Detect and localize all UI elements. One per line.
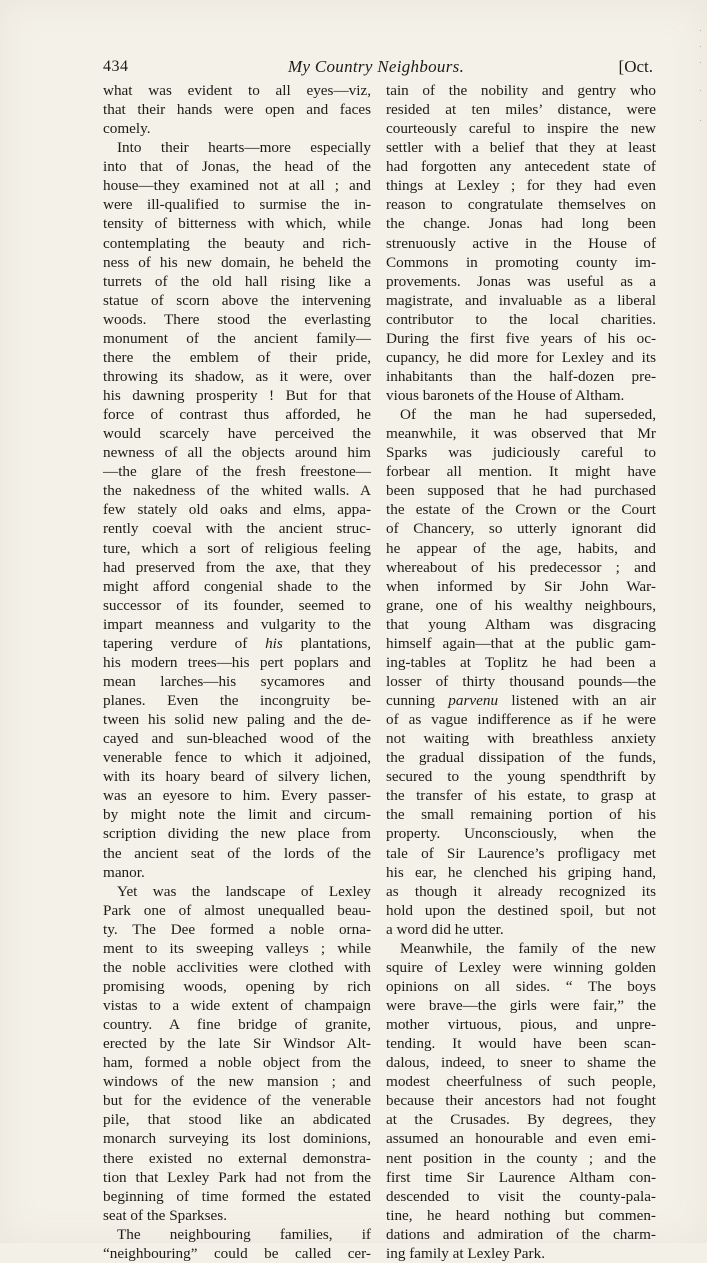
text-line: [386, 272, 656, 291]
text-line: [103, 596, 371, 615]
line-text: not waiting with breathless anxiety: [386, 730, 656, 748]
line-text: a word did he utter.: [386, 920, 504, 938]
line-text: assumed an honourable and even emi-: [386, 1130, 656, 1148]
text-line: [103, 1015, 371, 1034]
text-line: [386, 138, 656, 157]
text-line: [103, 710, 371, 729]
text-line: [103, 234, 371, 253]
gutter-dot: [700, 120, 701, 121]
line-text: ing-tables at Toplitz he had been a: [386, 653, 656, 671]
text-line: [103, 176, 371, 195]
line-text: vistas to a wide extent of champaign: [103, 997, 371, 1014]
line-text: mother virtuous, pious, and unpre-: [386, 1016, 656, 1034]
italic-word: parvenu: [448, 692, 499, 709]
line-text: the change. Jonas had long been: [386, 215, 656, 233]
line-text: force of contrast thus afforded, he: [103, 406, 371, 424]
text-line: [386, 1187, 656, 1206]
line-text: the gradual dissipation of the funds,: [386, 749, 656, 767]
line-text: courteously careful to inspire the new: [386, 120, 656, 138]
text-line: [103, 405, 371, 424]
running-month: [Oct.: [618, 57, 653, 76]
text-line: [103, 157, 371, 176]
text-line: [103, 1206, 371, 1225]
line-text: modest cheerfulness of such people,: [386, 1073, 656, 1091]
text-line: [103, 634, 371, 653]
text-line: [103, 1110, 371, 1129]
line-text: ham, formed a noble object from the: [103, 1054, 371, 1072]
line-text: as though it already recognized its: [386, 882, 656, 900]
text-line: [103, 977, 371, 996]
text-line: [386, 901, 656, 920]
text-line: [103, 939, 371, 958]
line-text: descended to visit the county-pala-: [386, 1187, 656, 1205]
line-text: nent position in the county ; and the: [386, 1149, 656, 1167]
line-text: that their hands were open and faces: [103, 101, 371, 119]
text-line: [103, 1129, 371, 1148]
gutter-dot: [700, 30, 701, 31]
text-line: [103, 119, 371, 138]
text-line: [386, 329, 656, 348]
text-line: [386, 615, 656, 634]
text-line: [103, 805, 371, 824]
line-text: tween his solid new paling and the de-: [103, 711, 371, 729]
text-line: [386, 939, 656, 958]
italic-word: his: [265, 634, 283, 652]
line-text: forbear all mention. It might have: [386, 463, 656, 481]
text-line: [386, 958, 656, 977]
text-line: [386, 1110, 656, 1129]
line-text: tion that Lexley Park had not from the: [103, 1168, 371, 1186]
line-text: were ill-qualified to surmise the in-: [103, 196, 371, 214]
text-line: [386, 405, 656, 424]
line-text: whereabout of his predecessor ; and: [386, 558, 656, 576]
line-text: secured to the young spendthrift by: [386, 768, 656, 786]
line-text: ness of his new domain, he beheld the: [103, 253, 371, 271]
text-line: [103, 367, 371, 386]
text-line: [103, 462, 371, 481]
text-line: [386, 234, 656, 253]
line-text: monument of the ancient family—: [103, 329, 371, 347]
text-line: [386, 710, 656, 729]
line-text: windows of the new mansion ; and: [103, 1073, 371, 1091]
text-line: [103, 672, 371, 691]
running-title: My Country Neighbours.: [288, 57, 465, 76]
text-column-right: [386, 81, 656, 1263]
text-line: [386, 824, 656, 843]
text-line: [103, 539, 371, 558]
text-line: [386, 1206, 656, 1225]
text-line: [103, 1187, 371, 1206]
text-line: [103, 138, 371, 157]
line-text: planes. Even the incongruity be-: [103, 692, 371, 709]
text-line: [103, 920, 371, 939]
text-line: [103, 824, 371, 843]
text-line: [386, 767, 656, 786]
line-text: himself again—that at the public gam-: [386, 634, 656, 652]
line-text: house—they examined not at all ; and: [103, 177, 371, 195]
line-text: tine, he heard nothing but commen-: [386, 1206, 656, 1224]
line-text: property. Unconsciously, when the: [386, 825, 656, 843]
text-line: [386, 195, 656, 214]
line-text: plantations,: [300, 634, 372, 652]
text-line: [103, 481, 371, 500]
text-line: [386, 805, 656, 824]
text-column-left: [103, 81, 371, 1263]
line-text: tain of the nobility and gentry who: [386, 82, 656, 99]
line-text: contemplating the beauty and rich-: [103, 234, 371, 252]
page-number: 434: [103, 58, 129, 75]
line-text: were brave—the girls were fair,” the: [386, 997, 656, 1014]
text-line: [386, 596, 656, 615]
line-text: erected by the late Sir Windsor Alt-: [103, 1035, 371, 1053]
line-text: successor of its founder, seemed to: [103, 596, 371, 614]
line-text: meanwhile, it was observed that Mr: [386, 425, 656, 443]
line-text: might afford congenial shade to the: [103, 577, 371, 595]
line-text: the small remaining portion of his: [386, 806, 656, 824]
line-text: losser of thirty thousand pounds—the: [386, 672, 656, 690]
text-line: [386, 386, 656, 405]
text-line: [103, 767, 371, 786]
text-line: [386, 424, 656, 443]
line-text: tending. It would have been scan-: [386, 1035, 656, 1053]
text-line: [386, 214, 656, 233]
text-line: [386, 310, 656, 329]
line-text: his dawning prosperity ! But for that: [103, 387, 371, 404]
text-line: [386, 996, 656, 1015]
line-text: the ancient seat of the lords of the: [103, 844, 371, 862]
text-line: [103, 1244, 371, 1263]
line-text: there existed no external demonstra-: [103, 1149, 371, 1167]
text-line: [386, 481, 656, 500]
line-text: cayed and sun-bleached wood of the: [103, 730, 371, 748]
line-text: Sparks was judiciously careful to: [386, 444, 656, 462]
line-text: beginning of time formed the estated: [103, 1187, 371, 1205]
line-text: impart meanness and vulgarity to the: [103, 615, 371, 633]
line-text: magistrate, and invaluable as a liberal: [386, 291, 656, 309]
line-text: the estate of the Crown or the Court: [386, 501, 656, 519]
line-text: country. A fine bridge of granite,: [103, 1016, 371, 1034]
text-line: [103, 1225, 371, 1244]
line-text: tensity of bitterness with which, while: [103, 215, 371, 233]
text-line: [103, 786, 371, 805]
text-line: [103, 424, 371, 443]
text-line: [386, 1149, 656, 1168]
text-line: [386, 348, 656, 367]
text-line: [103, 329, 371, 348]
line-text: of Chancery, so utterly ignorant did: [386, 520, 656, 538]
line-text: settler with a belief that they at least: [386, 139, 656, 157]
text-line: [103, 81, 371, 100]
line-text: inhabitants than the half-dozen pre-: [386, 367, 656, 385]
line-text: woods. There stood the everlasting: [103, 310, 371, 328]
line-text: resided at ten miles’ distance, were: [386, 101, 656, 119]
text-line: [103, 291, 371, 310]
line-text: things at Lexley ; for they had even: [386, 177, 656, 195]
line-text: venerable fence to which it adjoined,: [103, 749, 371, 767]
text-line: [386, 691, 656, 710]
text-line: [103, 1091, 371, 1110]
line-text: at the Crusades. By degrees, they: [386, 1111, 656, 1129]
text-line: [103, 748, 371, 767]
line-text: hold upon the destined spoil, but not: [386, 901, 656, 919]
text-line: [386, 1091, 656, 1110]
text-line: [386, 977, 656, 996]
text-line: [103, 996, 371, 1015]
line-text: would scarcely have perceived the: [103, 425, 371, 443]
line-text: few stately old oaks and elms, appa-: [103, 501, 371, 519]
line-text: Yet was the landscape of Lexley: [117, 882, 371, 900]
text-line: [386, 1168, 656, 1187]
text-line: [386, 462, 656, 481]
line-text: —the glare of the fresh freestone—: [103, 463, 371, 481]
line-text: when informed by Sir John War-: [386, 577, 656, 595]
gutter-dot: [700, 62, 701, 63]
text-line: [386, 653, 656, 672]
text-line: [103, 558, 371, 577]
text-line: [103, 195, 371, 214]
text-line: [103, 863, 371, 882]
text-line: [386, 176, 656, 195]
text-line: [386, 863, 656, 882]
text-line: [386, 100, 656, 119]
line-text: his ear, he clenched his griping hand,: [386, 863, 656, 881]
text-line: [386, 443, 656, 462]
text-line: [386, 558, 656, 577]
line-text: rently coeval with the ancient struc-: [103, 520, 371, 538]
line-text: his modern trees—his pert poplars and: [103, 653, 371, 671]
text-line: [386, 291, 656, 310]
text-line: [103, 348, 371, 367]
text-line: [386, 1053, 656, 1072]
line-text: reason to congratulate themselves on: [386, 196, 656, 214]
text-line: [103, 958, 371, 977]
line-text: of as vague indifference as if he were: [386, 711, 656, 729]
text-line: [386, 786, 656, 805]
line-text: Commons in promoting county im-: [386, 253, 656, 271]
line-text: had forgotten any antecedent state of: [386, 158, 656, 176]
text-line: [386, 81, 656, 100]
line-text: mean larches—his sycamores and: [103, 672, 371, 690]
text-line: [386, 1244, 656, 1263]
text-line: [103, 500, 371, 519]
line-text: dalous, indeed, to sneer to shame the: [386, 1054, 656, 1072]
line-text: opinions on all sides. “ The boys: [386, 977, 656, 995]
text-line: [386, 519, 656, 538]
line-text: been supposed that he had purchased: [386, 482, 656, 500]
line-text: provements. Jonas was useful as a: [386, 272, 656, 290]
text-line: [103, 615, 371, 634]
line-text: the noble acclivities were clothed with: [103, 958, 371, 976]
text-line: [386, 577, 656, 596]
line-text: tapering verdure of: [103, 634, 248, 652]
line-text: by might note the limit and circum-: [103, 806, 371, 824]
text-line: [103, 310, 371, 329]
text-line: [103, 729, 371, 748]
text-line: [103, 519, 371, 538]
line-text: pile, that stood like an abdicated: [103, 1111, 371, 1129]
line-text: the transfer of his estate, to grasp at: [386, 787, 656, 805]
text-line: [386, 1034, 656, 1053]
text-line: [103, 1053, 371, 1072]
text-line: [386, 253, 656, 272]
line-text: Park one of almost unequalled beau-: [103, 901, 371, 919]
line-text: ment to its sweeping valleys ; while: [103, 939, 371, 957]
line-text: During the first five years of his oc-: [386, 329, 656, 347]
line-text: monarch surveying its lost dominions,: [103, 1130, 371, 1148]
line-text: with its hoary beard of silvery lichen,: [103, 768, 371, 786]
line-text: because their ancestors had not fought: [386, 1092, 656, 1110]
text-line: [103, 691, 371, 710]
line-text: ture, which a sort of religious feeling: [103, 539, 371, 557]
line-text: cunning: [386, 692, 435, 709]
line-text: “neighbouring” could be called cer-: [103, 1244, 371, 1262]
text-line: [386, 367, 656, 386]
text-line: [103, 272, 371, 291]
line-text: into that of Jonas, the head of the: [103, 158, 371, 176]
text-line: [103, 386, 371, 405]
text-line: [103, 1072, 371, 1091]
text-line: [103, 1168, 371, 1187]
text-line: [103, 1149, 371, 1168]
text-line: [386, 1015, 656, 1034]
line-text: contributor to the local charities.: [386, 310, 656, 328]
text-line: [103, 214, 371, 233]
line-text: ty. The Dee formed a noble orna-: [103, 920, 371, 938]
line-text: cupancy, he did more for Lexley and its: [386, 348, 656, 366]
line-text: what was evident to all eyes—viz,: [103, 82, 371, 99]
text-line: [386, 920, 656, 939]
gutter-dot: [700, 46, 701, 47]
line-text: strenuously active in the House of: [386, 234, 656, 252]
line-text: The neighbouring families, if: [117, 1225, 371, 1243]
line-text: but for the evidence of the venerable: [103, 1092, 371, 1110]
line-text: promising woods, opening by rich: [103, 977, 371, 995]
line-text: newness of all the objects around him: [103, 444, 371, 462]
text-line: [103, 882, 371, 901]
text-line: [103, 844, 371, 863]
line-text: seat of the Sparkses.: [103, 1206, 227, 1224]
line-text: tale of Sir Laurence’s profligacy met: [386, 844, 656, 862]
text-line: [386, 1072, 656, 1091]
line-text: grane, one of his wealthy neighbours,: [386, 596, 656, 614]
line-text: statue of scorn above the intervening: [103, 291, 371, 309]
text-line: [386, 748, 656, 767]
text-line: [386, 500, 656, 519]
line-text: the nakedness of the whited walls. A: [103, 482, 371, 500]
text-line: [386, 1225, 656, 1244]
line-text: turrets of the old hall rising like a: [103, 272, 371, 290]
text-line: [103, 653, 371, 672]
text-line: [386, 634, 656, 653]
gutter-dot: [700, 90, 701, 91]
text-line: [386, 882, 656, 901]
text-line: [386, 157, 656, 176]
line-text: dations and admiration of the charm-: [386, 1225, 656, 1243]
text-line: [386, 539, 656, 558]
line-text: there the emblem of their pride,: [103, 348, 371, 366]
line-text: listened with an air: [511, 692, 657, 709]
line-text: scription dividing the new place from: [103, 825, 371, 843]
text-line: [386, 119, 656, 138]
line-text: first time Sir Laurence Altham con-: [386, 1168, 656, 1186]
text-line: [103, 1034, 371, 1053]
text-line: [103, 100, 371, 119]
line-text: ing family at Lexley Park.: [386, 1244, 546, 1262]
text-line: [103, 577, 371, 596]
line-text: squire of Lexley were winning golden: [386, 958, 656, 976]
line-text: throwing its shadow, as it were, over: [103, 367, 371, 385]
line-text: Meanwhile, the family of the new: [400, 939, 656, 957]
line-text: vious baronets of the House of Altham.: [386, 387, 625, 404]
text-line: [103, 901, 371, 920]
text-line: [386, 729, 656, 748]
text-line: [103, 443, 371, 462]
line-text: he appear of the age, habits, and: [386, 539, 656, 557]
line-text: Of the man he had superseded,: [400, 406, 656, 424]
text-line: [103, 253, 371, 272]
line-text: that young Altham was disgracing: [386, 615, 656, 633]
line-text: was an eyesore to him. Every passer-: [103, 787, 371, 805]
line-text: manor.: [103, 863, 145, 881]
text-line: [386, 844, 656, 863]
text-line: [386, 1129, 656, 1148]
text-line: [386, 672, 656, 691]
line-text: had preserved from the axe, that they: [103, 558, 371, 576]
line-text: Into their hearts—more especially: [117, 139, 371, 157]
line-text: comely.: [103, 120, 151, 138]
